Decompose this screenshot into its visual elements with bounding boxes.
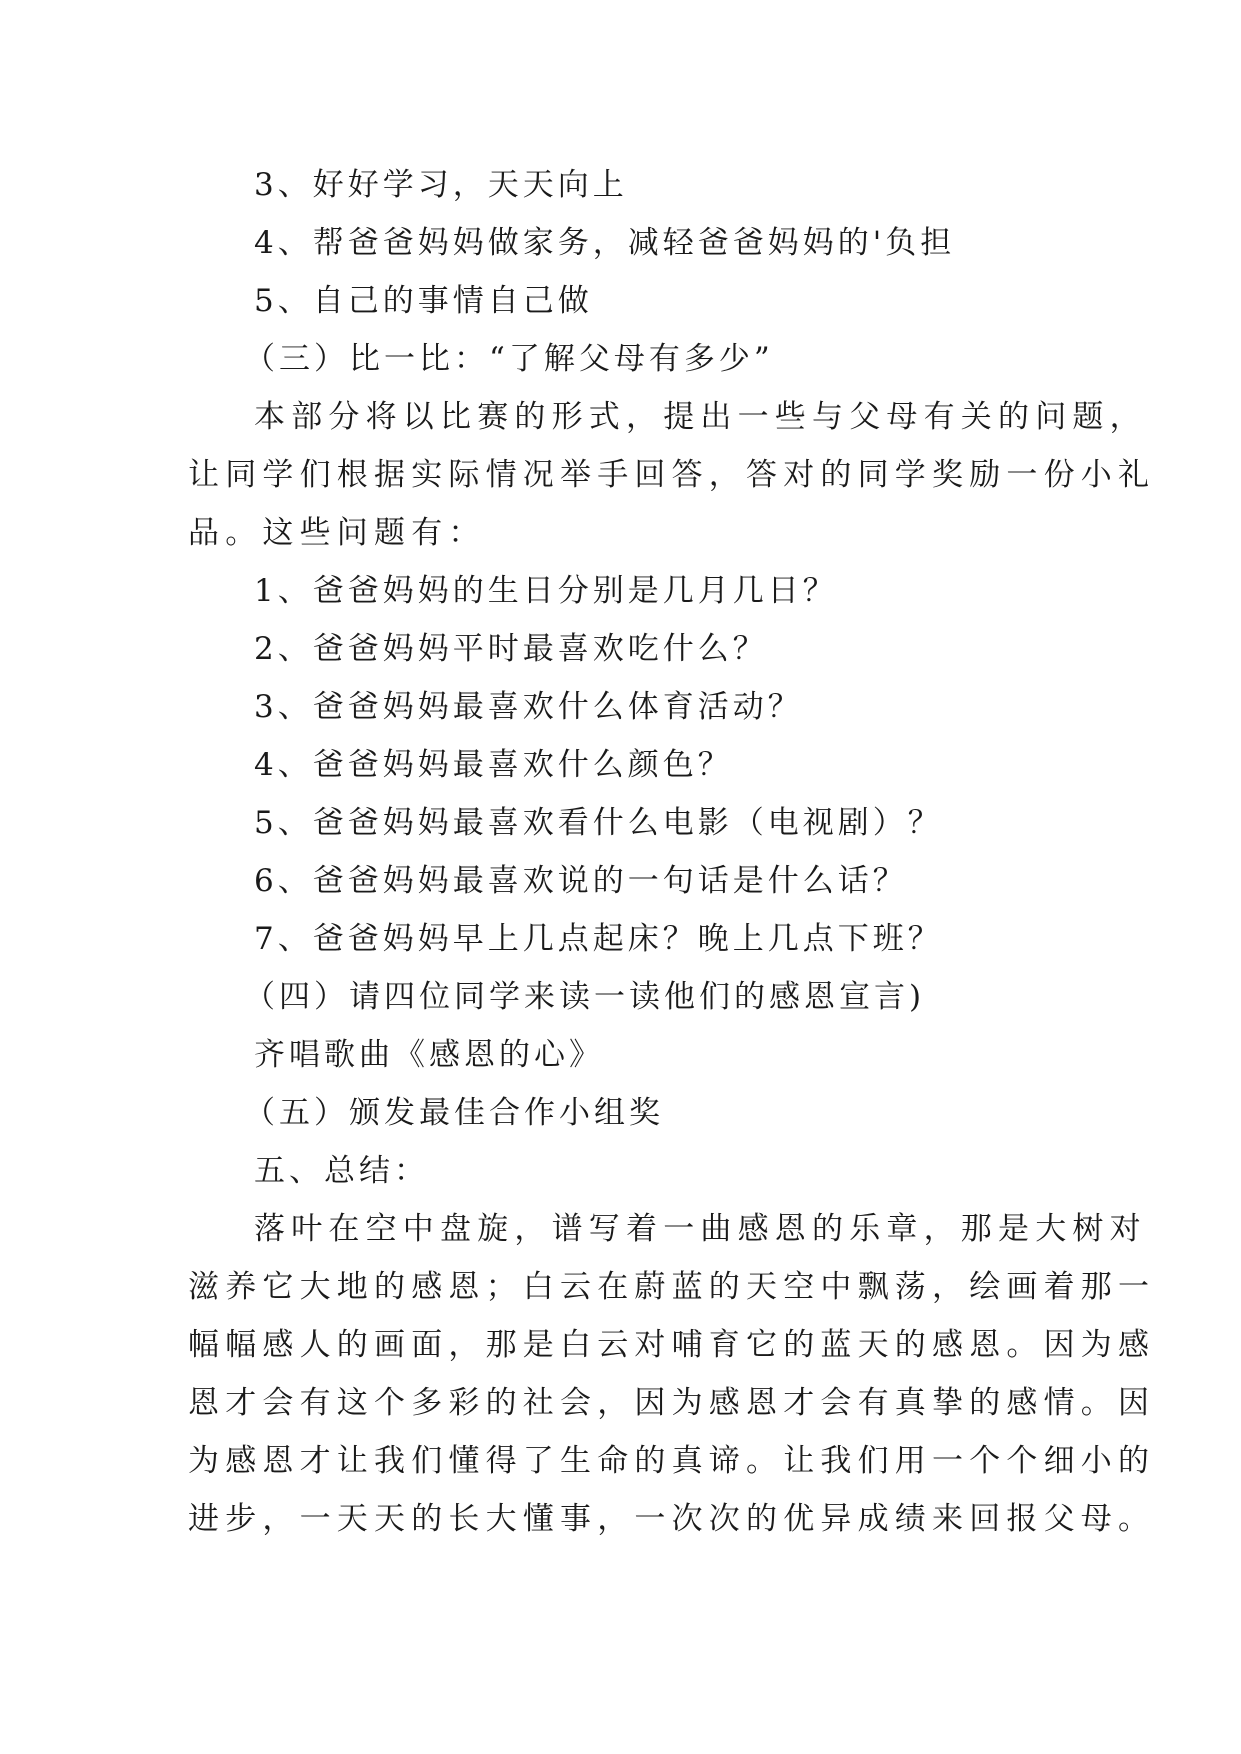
- section-heading: （四）请四位同学来读一读他们的感恩宣言): [244, 979, 926, 1015]
- list-item: 3、爸爸妈妈最喜欢什么体育活动？: [254, 689, 803, 725]
- paragraph-line: 齐唱歌曲《感恩的心》: [254, 1037, 604, 1073]
- list-item: 5、自己的事情自己做: [254, 283, 593, 319]
- section-heading: （五）颁发最佳合作小组奖: [244, 1095, 664, 1131]
- list-item: 5、爸爸妈妈最喜欢看什么电影（电视剧）？: [254, 805, 943, 841]
- list-item: 7、爸爸妈妈早上几点起床？晚上几点下班？: [254, 921, 943, 957]
- list-item: 4、爸爸妈妈最喜欢什么颜色？: [254, 747, 733, 783]
- list-item: 2、爸爸妈妈平时最喜欢吃什么？: [254, 631, 768, 667]
- paragraph-line: 恩才会有这个多彩的社会，因为感恩才会有真挚的感情。因: [188, 1385, 1156, 1421]
- paragraph-line: 让同学们根据实际情况举手回答，答对的同学奖励一份小礼: [188, 457, 1156, 493]
- paragraph-line: 幅幅感人的画面，那是白云对哺育它的蓝天的感恩。因为感: [188, 1327, 1156, 1363]
- paragraph-line: 为感恩才让我们懂得了生命的真谛。让我们用一个个细小的: [188, 1443, 1156, 1479]
- paragraph-line: 本部分将以比赛的形式，提出一些与父母有关的问题，: [254, 399, 1147, 435]
- paragraph-line: 落叶在空中盘旋，谱写着一曲感恩的乐章，那是大树对: [254, 1211, 1147, 1247]
- section-heading: （三）比一比：“了解父母有多少”: [244, 341, 774, 377]
- paragraph-line: 进步，一天天的长大懂事，一次次的优异成绩来回报父母。: [188, 1501, 1156, 1537]
- paragraph-line: 滋养它大地的感恩；白云在蔚蓝的天空中飘荡，绘画着那一: [188, 1269, 1156, 1305]
- list-item: 6、爸爸妈妈最喜欢说的一句话是什么话？: [254, 863, 908, 899]
- list-item: 4、帮爸爸妈妈做家务，减轻爸爸妈妈的'负担: [254, 225, 956, 261]
- list-item: 3、好好学习，天天向上: [254, 167, 628, 203]
- section-heading: 五、总结：: [254, 1153, 429, 1189]
- paragraph-line: 品。这些问题有：: [188, 515, 486, 551]
- list-item: 1、爸爸妈妈的生日分别是几月几日？: [254, 573, 838, 609]
